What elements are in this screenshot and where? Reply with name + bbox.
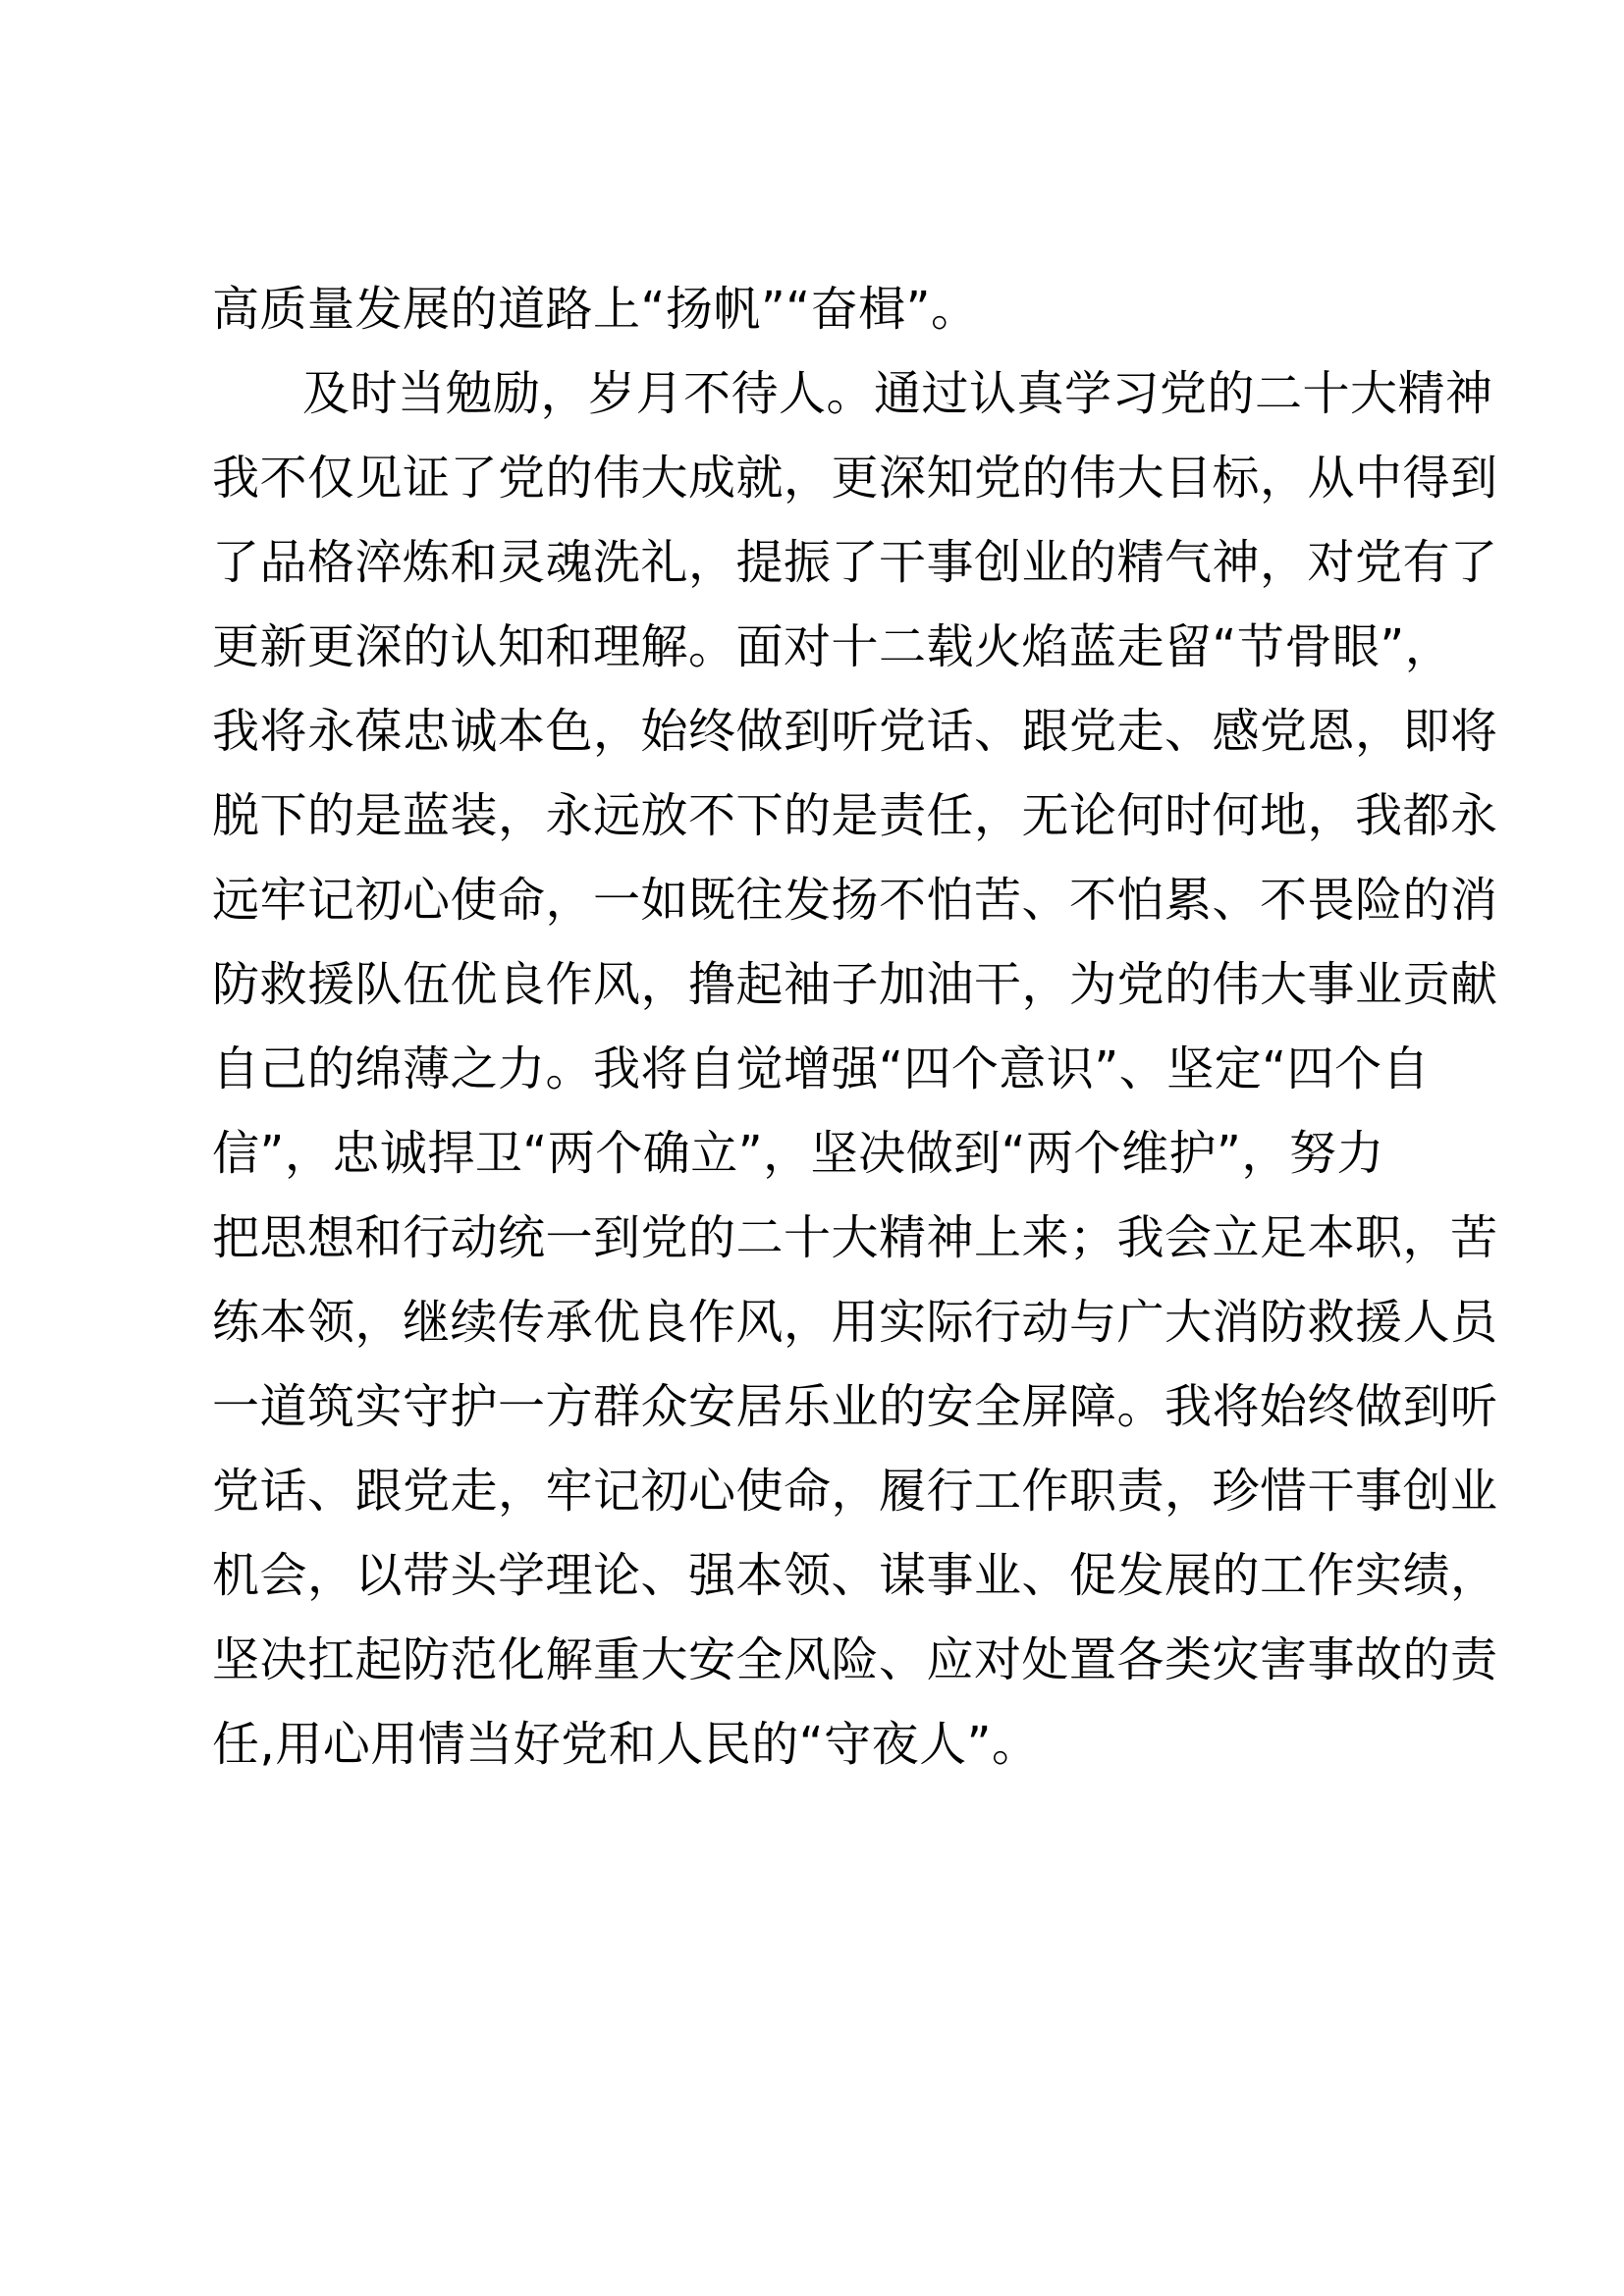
text-line: 一道筑实守护一方群众安居乐业的安全屏障。我将始终做到听 [212,1379,1498,1434]
text-line: 自己的绵薄之力。我将自觉增强“四个意识”、坚定“四个自 [212,1041,1431,1096]
text-line: 远牢记初心使命，一如既往发扬不怕苦、不怕累、不畏险的消 [212,873,1498,928]
text-line: 脱下的是蓝装，永远放不下的是责任，无论何时何地，我都永 [212,788,1498,843]
text-line: 高质量发展的道路上“扬帆”“奋楫”。 [212,282,979,337]
paragraph-first-line: 及时当勉励，岁月不待人。通过认真学习党的二十大精神 [302,366,1493,421]
text-line: 党话、跟党走，牢记初心使命，履行工作职责，珍惜干事创业 [212,1464,1498,1519]
text-line: 练本领，继续传承优良作风，用实际行动与广大消防救援人员 [212,1295,1498,1350]
body-text [212,267,1498,1787]
text-line: 更新更深的认知和理解。面对十二载火焰蓝走留“节骨眼”， [212,619,1453,674]
text-line: 任,用心用情当好党和人民的“守夜人”。 [212,1717,1040,1772]
text-line: 把思想和行动统一到党的二十大精神上来；我会立足本职，苦 [212,1210,1498,1265]
text-line: 我将永葆忠诚本色，始终做到听党话、跟党走、感党恩，即将 [212,704,1498,759]
text-line: 信”，忠诚捍卫“两个确立”，坚决做到“两个维护”，努力 [212,1126,1384,1181]
text-line: 机会，以带头学理论、强本领、谋事业、促发展的工作实绩， [212,1548,1498,1603]
text-line: 了品格淬炼和灵魂洗礼，提振了干事创业的精气神，对党有了 [212,535,1498,590]
text-line: 我不仅见证了党的伟大成就，更深知党的伟大目标，从中得到 [212,451,1498,506]
text-line: 防救援队伍优良作风，撸起袖子加油干，为党的伟大事业贡献 [212,957,1498,1012]
text-line: 坚决扛起防范化解重大安全风险、应对处置各类灾害事故的责 [212,1632,1498,1687]
